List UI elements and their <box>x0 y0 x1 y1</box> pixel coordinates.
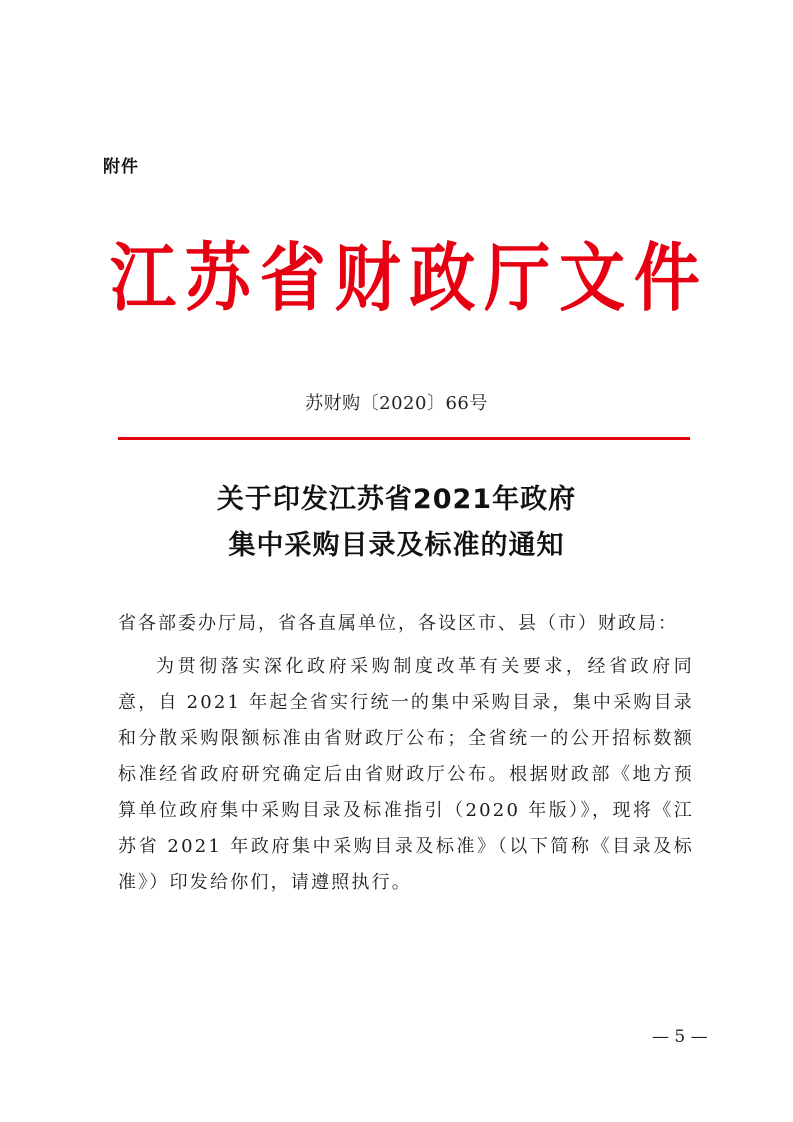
salutation: 省各部委办厅局，省各直属单位，各设区市、县（市）财政局： <box>118 613 678 634</box>
document-number: 苏财购〔2020〕66号 <box>305 393 488 414</box>
red-divider-line <box>118 437 690 440</box>
masthead-char: 文 <box>559 235 626 322</box>
notice-title-line-2: 集中采购目录及标准的通知 <box>228 530 565 561</box>
attachment-label: 附件 <box>103 157 139 177</box>
notice-title-line-1: 关于印发江苏省2021年政府 <box>216 484 577 515</box>
masthead-char: 苏 <box>184 235 251 322</box>
masthead-char: 财 <box>334 235 401 322</box>
masthead-char: 厅 <box>484 235 551 322</box>
masthead-char: 江 <box>110 235 176 322</box>
masthead-char: 省 <box>259 235 326 322</box>
body-paragraph: 为贯彻落实深化政府采购制度改革有关要求，经省政府同意，自 2021 年起全省实行统一的集中采购目录，集中采购目录和分散采购限额标准由省财政厅公布；全省统一的公开招标数额标准经省政府研究确定后由省财政厅公布。根据财政部《地方预算单位政府集中采购目录及标准指引（2020 年版）》，现将《江苏省 2021 年政府集中采购目录及标准》（以下简称《目录及标准》）印发给你们，请遵照执行。 <box>118 656 694 893</box>
masthead-title <box>110 234 700 324</box>
masthead-char: 政 <box>409 235 476 322</box>
page-number: — 5 — <box>652 1027 708 1047</box>
masthead-char: 件 <box>633 235 700 322</box>
